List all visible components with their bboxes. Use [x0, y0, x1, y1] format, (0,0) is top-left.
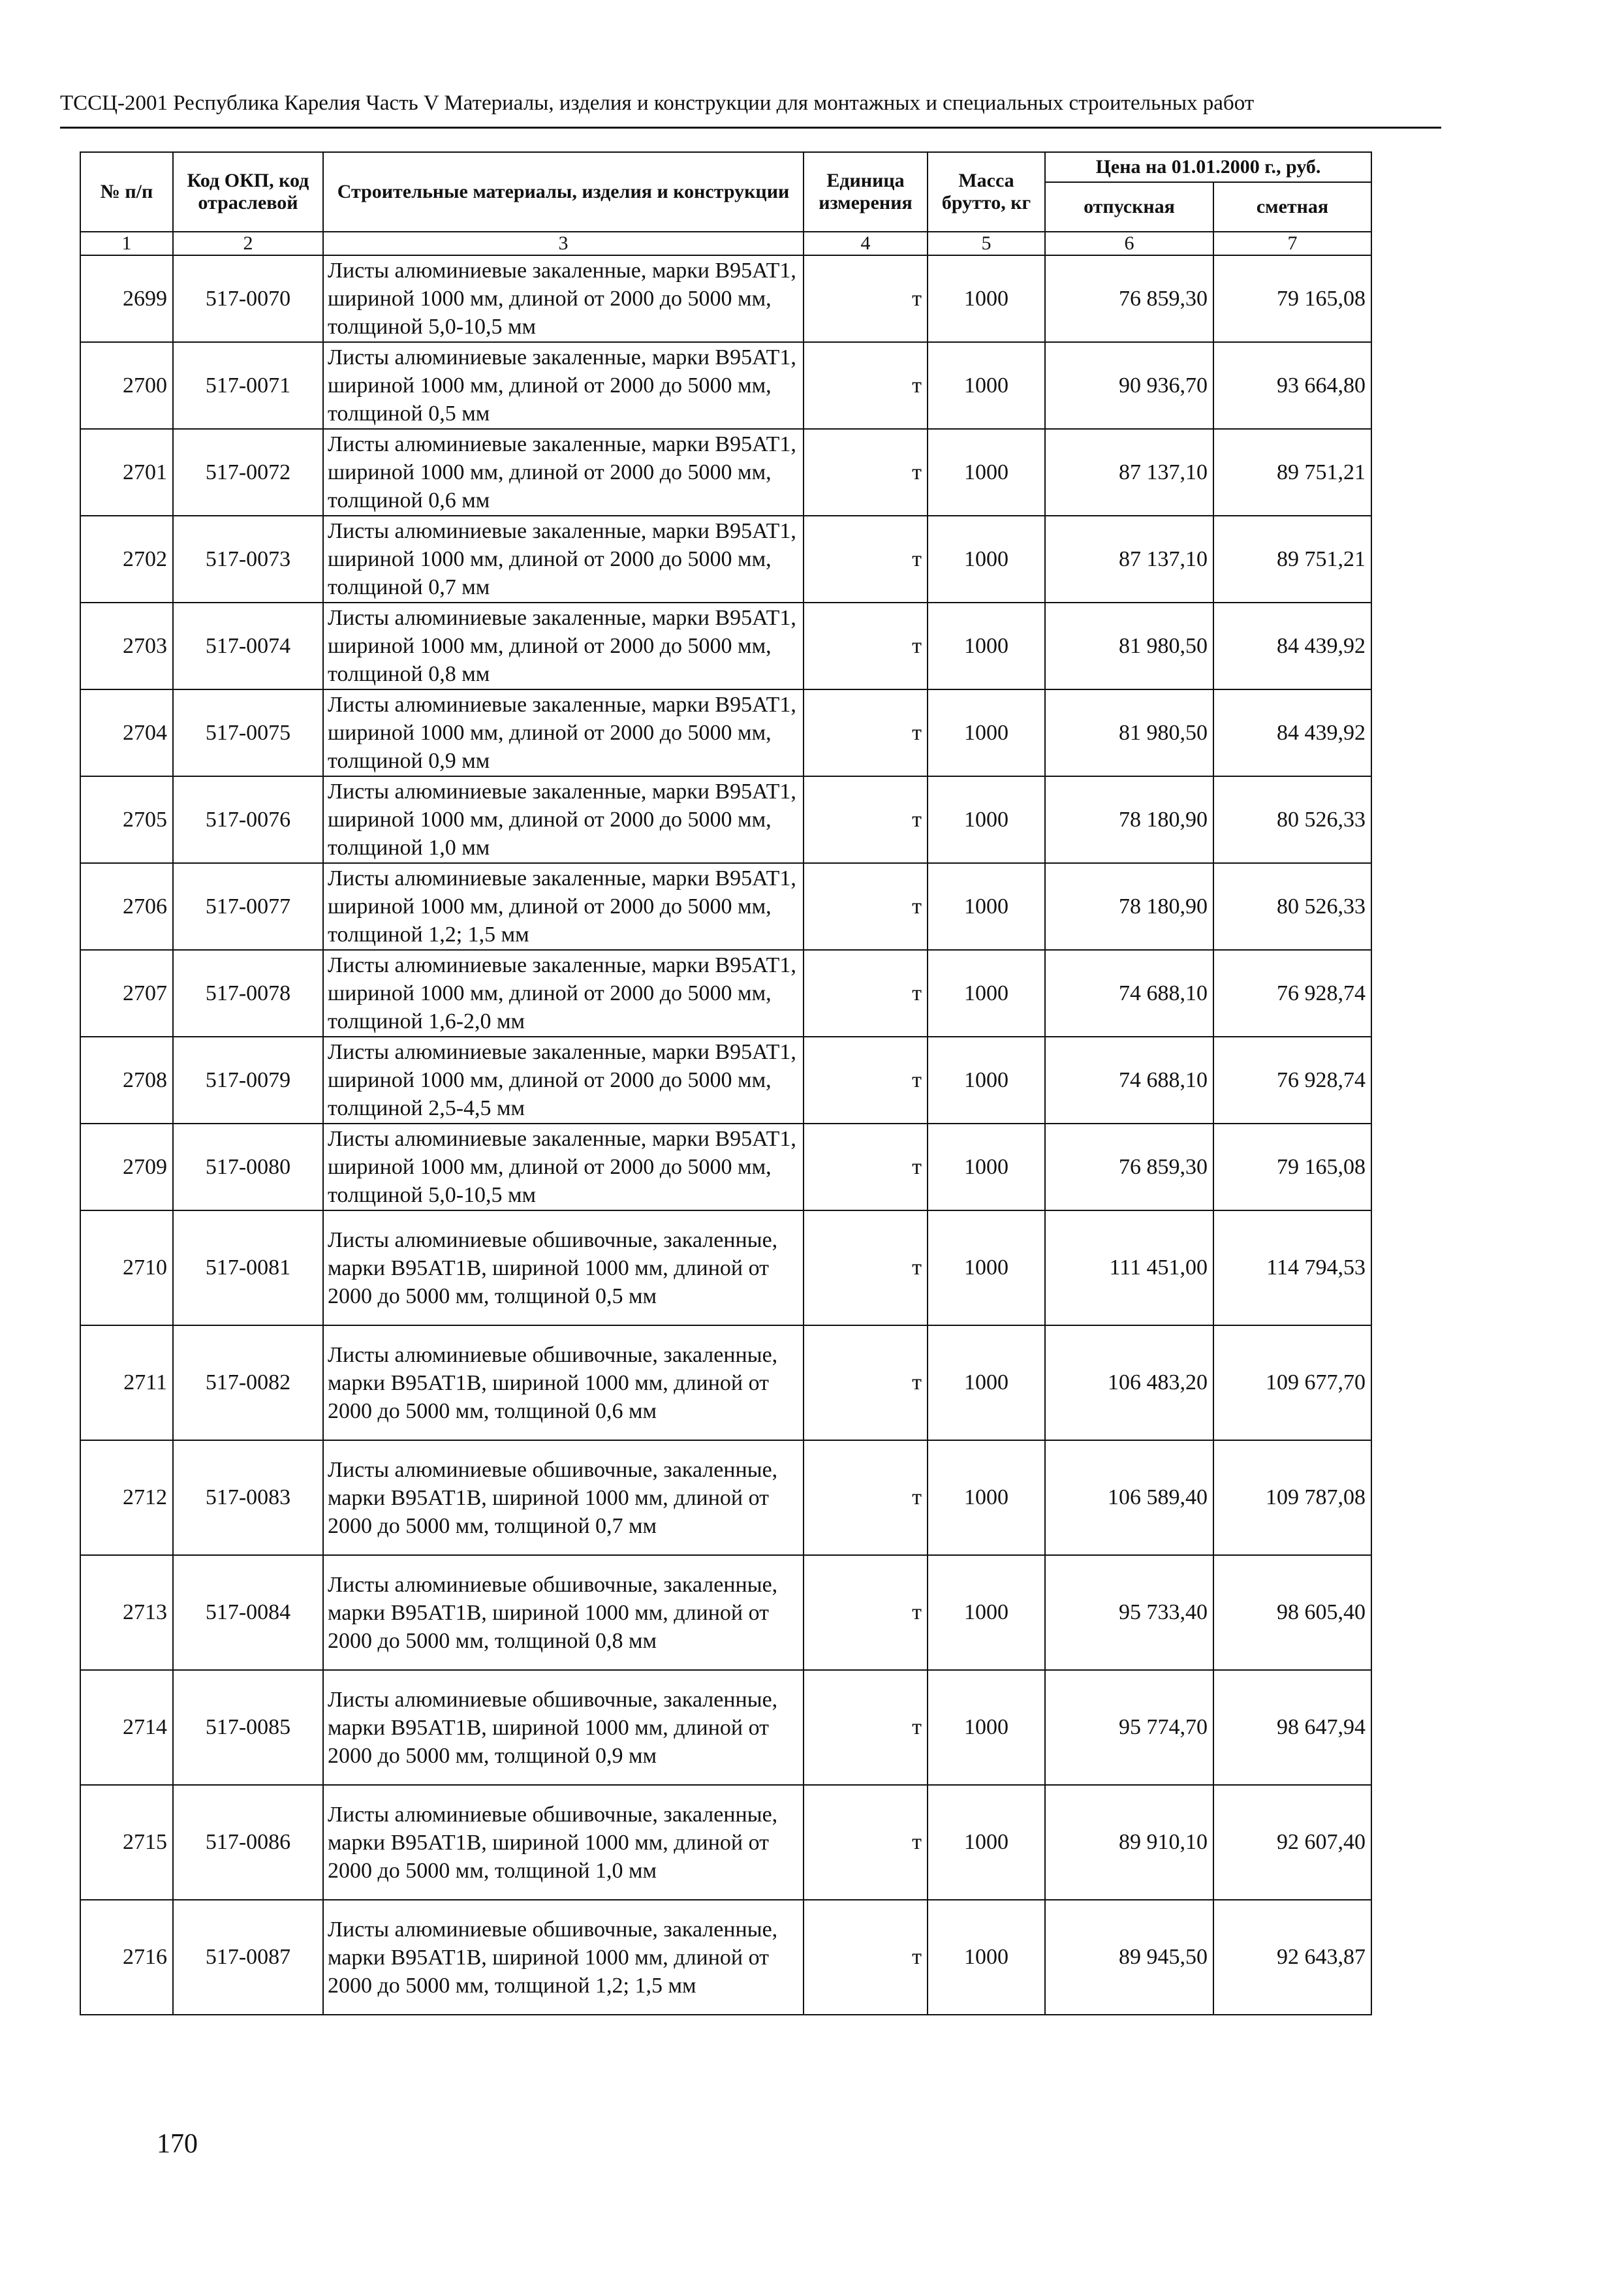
column-number: 4	[804, 232, 928, 255]
col-header-okp-code: Код ОКП, код отраслевой	[173, 152, 323, 232]
price-estimate: 109 677,70	[1213, 1325, 1371, 1440]
material-description: Листы алюминиевые закаленные, марки В95АТ1, шириной 1000 мм, длиной от 2000 до 5000 мм, толщиной 1,6-2,0 мм	[323, 950, 804, 1037]
table-row	[80, 1670, 1371, 1785]
material-description: Листы алюминиевые закаленные, марки В95АТ1, шириной 1000 мм, длиной от 2000 до 5000 мм, толщиной 0,5 мм	[323, 342, 804, 429]
price-estimate: 79 165,08	[1213, 1124, 1371, 1210]
material-description: Листы алюминиевые обшивочные, закаленные, марки В95АТ1В, шириной 1000 мм, длиной от 2000 до 5000 мм, толщиной 0,9 мм	[323, 1670, 804, 1785]
row-number: 2704	[80, 689, 173, 776]
okp-code: 517-0075	[173, 689, 323, 776]
price-release: 81 980,50	[1045, 689, 1213, 776]
gross-mass: 1000	[928, 863, 1045, 950]
row-number: 2703	[80, 603, 173, 689]
okp-code: 517-0085	[173, 1670, 323, 1785]
table-row	[80, 863, 1371, 950]
col-header-price-estimate: сметная	[1213, 182, 1371, 232]
price-release: 87 137,10	[1045, 516, 1213, 603]
okp-code: 517-0071	[173, 342, 323, 429]
material-description: Листы алюминиевые обшивочные, закаленные, марки В95АТ1В, шириной 1000 мм, длиной от 2000 до 5000 мм, толщиной 0,7 мм	[323, 1440, 804, 1555]
price-estimate: 98 647,94	[1213, 1670, 1371, 1785]
column-number: 5	[928, 232, 1045, 255]
price-estimate: 80 526,33	[1213, 776, 1371, 863]
gross-mass: 1000	[928, 1555, 1045, 1670]
gross-mass: 1000	[928, 1670, 1045, 1785]
row-number: 2706	[80, 863, 173, 950]
price-estimate: 89 751,21	[1213, 429, 1371, 516]
unit-of-measure: т	[804, 1325, 928, 1440]
material-description: Листы алюминиевые закаленные, марки В95АТ1, шириной 1000 мм, длиной от 2000 до 5000 мм, толщиной 5,0-10,5 мм	[323, 1124, 804, 1210]
okp-code: 517-0084	[173, 1555, 323, 1670]
row-number: 2707	[80, 950, 173, 1037]
material-description: Листы алюминиевые обшивочные, закаленные, марки В95АТ1В, шириной 1000 мм, длиной от 2000 до 5000 мм, толщиной 0,8 мм	[323, 1555, 804, 1670]
table-row	[80, 1037, 1371, 1124]
row-number: 2714	[80, 1670, 173, 1785]
okp-code: 517-0086	[173, 1785, 323, 1900]
table-row	[80, 1900, 1371, 2015]
price-release: 87 137,10	[1045, 429, 1213, 516]
price-release: 76 859,30	[1045, 255, 1213, 342]
material-description: Листы алюминиевые закаленные, марки В95АТ1, шириной 1000 мм, длиной от 2000 до 5000 мм, толщиной 0,6 мм	[323, 429, 804, 516]
unit-of-measure: т	[804, 1124, 928, 1210]
gross-mass: 1000	[928, 776, 1045, 863]
row-number: 2701	[80, 429, 173, 516]
table-row	[80, 255, 1371, 342]
price-estimate: 98 605,40	[1213, 1555, 1371, 1670]
okp-code: 517-0076	[173, 776, 323, 863]
material-description: Листы алюминиевые закаленные, марки В95АТ1, шириной 1000 мм, длиной от 2000 до 5000 мм, толщиной 0,8 мм	[323, 603, 804, 689]
unit-of-measure: т	[804, 342, 928, 429]
price-release: 74 688,10	[1045, 1037, 1213, 1124]
gross-mass: 1000	[928, 1124, 1045, 1210]
price-release: 106 589,40	[1045, 1440, 1213, 1555]
okp-code: 517-0074	[173, 603, 323, 689]
unit-of-measure: т	[804, 863, 928, 950]
gross-mass: 1000	[928, 1440, 1045, 1555]
row-number: 2708	[80, 1037, 173, 1124]
material-description: Листы алюминиевые обшивочные, закаленные, марки В95АТ1В, шириной 1000 мм, длиной от 2000 до 5000 мм, толщиной 0,5 мм	[323, 1210, 804, 1325]
price-estimate: 114 794,53	[1213, 1210, 1371, 1325]
col-header-num: № п/п	[80, 152, 173, 232]
price-release: 95 733,40	[1045, 1555, 1213, 1670]
price-estimate: 84 439,92	[1213, 603, 1371, 689]
gross-mass: 1000	[928, 1037, 1045, 1124]
column-number: 6	[1045, 232, 1213, 255]
unit-of-measure: т	[804, 1555, 928, 1670]
gross-mass: 1000	[928, 689, 1045, 776]
material-description: Листы алюминиевые обшивочные, закаленные, марки В95АТ1В, шириной 1000 мм, длиной от 2000 до 5000 мм, толщиной 1,0 мм	[323, 1785, 804, 1900]
col-header-mass: Масса брутто, кг	[928, 152, 1045, 232]
price-release: 95 774,70	[1045, 1670, 1213, 1785]
table-row	[80, 1325, 1371, 1440]
gross-mass: 1000	[928, 1325, 1045, 1440]
price-estimate: 93 664,80	[1213, 342, 1371, 429]
material-description: Листы алюминиевые закаленные, марки В95АТ1, шириной 1000 мм, длиной от 2000 до 5000 мм, толщиной 2,5-4,5 мм	[323, 1037, 804, 1124]
unit-of-measure: т	[804, 603, 928, 689]
material-description: Листы алюминиевые закаленные, марки В95АТ1, шириной 1000 мм, длиной от 2000 до 5000 мм, толщиной 1,2; 1,5 мм	[323, 863, 804, 950]
gross-mass: 1000	[928, 429, 1045, 516]
gross-mass: 1000	[928, 255, 1045, 342]
unit-of-measure: т	[804, 516, 928, 603]
okp-code: 517-0078	[173, 950, 323, 1037]
table-row	[80, 429, 1371, 516]
gross-mass: 1000	[928, 342, 1045, 429]
page-header: ТССЦ-2001 Республика Карелия Часть V Материалы, изделия и конструкции для монтажных и специальных строительных работ	[60, 91, 1255, 115]
row-number: 2700	[80, 342, 173, 429]
price-release: 78 180,90	[1045, 776, 1213, 863]
material-description: Листы алюминиевые закаленные, марки В95АТ1, шириной 1000 мм, длиной от 2000 до 5000 мм, толщиной 1,0 мм	[323, 776, 804, 863]
row-number: 2711	[80, 1325, 173, 1440]
column-number: 3	[323, 232, 804, 255]
material-description: Листы алюминиевые обшивочные, закаленные, марки В95АТ1В, шириной 1000 мм, длиной от 2000 до 5000 мм, толщиной 0,6 мм	[323, 1325, 804, 1440]
column-number: 2	[173, 232, 323, 255]
unit-of-measure: т	[804, 950, 928, 1037]
row-number: 2702	[80, 516, 173, 603]
table-row	[80, 689, 1371, 776]
material-description: Листы алюминиевые закаленные, марки В95АТ1, шириной 1000 мм, длиной от 2000 до 5000 мм, толщиной 5,0-10,5 мм	[323, 255, 804, 342]
row-number: 2705	[80, 776, 173, 863]
unit-of-measure: т	[804, 1785, 928, 1900]
row-number: 2712	[80, 1440, 173, 1555]
price-table-container	[80, 151, 1371, 2015]
row-number: 2699	[80, 255, 173, 342]
unit-of-measure: т	[804, 1670, 928, 1785]
price-release: 81 980,50	[1045, 603, 1213, 689]
price-release: 111 451,00	[1045, 1210, 1213, 1325]
okp-code: 517-0083	[173, 1440, 323, 1555]
table-row	[80, 950, 1371, 1037]
price-estimate: 79 165,08	[1213, 255, 1371, 342]
price-estimate: 80 526,33	[1213, 863, 1371, 950]
price-estimate: 84 439,92	[1213, 689, 1371, 776]
unit-of-measure: т	[804, 1900, 928, 2015]
row-number: 2716	[80, 1900, 173, 2015]
unit-of-measure: т	[804, 776, 928, 863]
row-number: 2710	[80, 1210, 173, 1325]
price-estimate: 76 928,74	[1213, 1037, 1371, 1124]
col-header-price-group: Цена на 01.01.2000 г., руб.	[1045, 152, 1371, 182]
okp-code: 517-0080	[173, 1124, 323, 1210]
okp-code: 517-0077	[173, 863, 323, 950]
row-number: 2715	[80, 1785, 173, 1900]
okp-code: 517-0079	[173, 1037, 323, 1124]
table-row	[80, 1124, 1371, 1210]
column-number: 1	[80, 232, 173, 255]
gross-mass: 1000	[928, 516, 1045, 603]
price-release: 89 945,50	[1045, 1900, 1213, 2015]
gross-mass: 1000	[928, 603, 1045, 689]
table-row	[80, 1210, 1371, 1325]
price-table	[80, 151, 1372, 2015]
gross-mass: 1000	[928, 1210, 1045, 1325]
okp-code: 517-0073	[173, 516, 323, 603]
unit-of-measure: т	[804, 255, 928, 342]
unit-of-measure: т	[804, 1210, 928, 1325]
price-estimate: 76 928,74	[1213, 950, 1371, 1037]
okp-code: 517-0081	[173, 1210, 323, 1325]
price-release: 78 180,90	[1045, 863, 1213, 950]
material-description: Листы алюминиевые обшивочные, закаленные, марки В95АТ1В, шириной 1000 мм, длиной от 2000 до 5000 мм, толщиной 1,2; 1,5 мм	[323, 1900, 804, 2015]
material-description: Листы алюминиевые закаленные, марки В95АТ1, шириной 1000 мм, длиной от 2000 до 5000 мм, толщиной 0,9 мм	[323, 689, 804, 776]
unit-of-measure: т	[804, 1037, 928, 1124]
table-row	[80, 1555, 1371, 1670]
price-estimate: 92 643,87	[1213, 1900, 1371, 2015]
table-row	[80, 603, 1371, 689]
price-release: 74 688,10	[1045, 950, 1213, 1037]
price-estimate: 89 751,21	[1213, 516, 1371, 603]
table-row	[80, 1440, 1371, 1555]
gross-mass: 1000	[928, 1900, 1045, 2015]
okp-code: 517-0087	[173, 1900, 323, 2015]
col-header-materials: Строительные материалы, изделия и конструкции	[323, 152, 804, 232]
table-row	[80, 342, 1371, 429]
unit-of-measure: т	[804, 689, 928, 776]
unit-of-measure: т	[804, 429, 928, 516]
price-estimate: 109 787,08	[1213, 1440, 1371, 1555]
unit-of-measure: т	[804, 1440, 928, 1555]
okp-code: 517-0072	[173, 429, 323, 516]
col-header-unit: Единица измерения	[804, 152, 928, 232]
price-estimate: 92 607,40	[1213, 1785, 1371, 1900]
row-number: 2709	[80, 1124, 173, 1210]
price-release: 89 910,10	[1045, 1785, 1213, 1900]
price-release: 90 936,70	[1045, 342, 1213, 429]
row-number: 2713	[80, 1555, 173, 1670]
table-row	[80, 1785, 1371, 1900]
col-header-price-release: отпускная	[1045, 182, 1213, 232]
page-number: 170	[157, 2129, 198, 2159]
material-description: Листы алюминиевые закаленные, марки В95АТ1, шириной 1000 мм, длиной от 2000 до 5000 мм, толщиной 0,7 мм	[323, 516, 804, 603]
gross-mass: 1000	[928, 1785, 1045, 1900]
price-release: 106 483,20	[1045, 1325, 1213, 1440]
gross-mass: 1000	[928, 950, 1045, 1037]
column-number: 7	[1213, 232, 1371, 255]
header-rule	[60, 127, 1441, 129]
price-release: 76 859,30	[1045, 1124, 1213, 1210]
table-body	[80, 255, 1371, 2015]
table-row	[80, 776, 1371, 863]
okp-code: 517-0070	[173, 255, 323, 342]
table-row	[80, 516, 1371, 603]
okp-code: 517-0082	[173, 1325, 323, 1440]
